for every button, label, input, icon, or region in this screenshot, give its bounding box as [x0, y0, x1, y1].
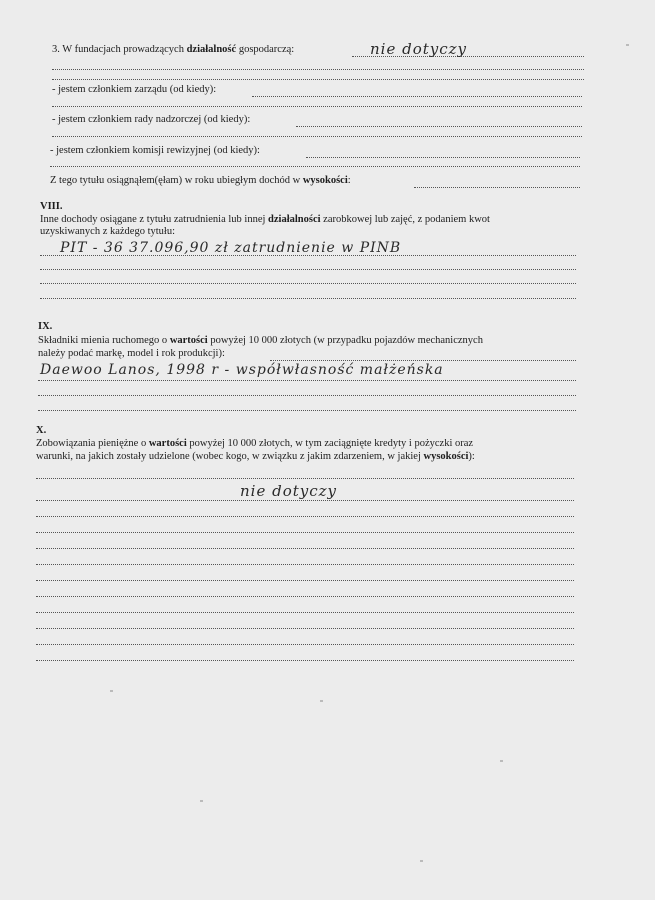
dotted-line — [40, 283, 576, 284]
dotted-line — [296, 126, 582, 127]
dotted-line — [38, 395, 576, 396]
s9-line1 — [38, 335, 483, 347]
dotted-line — [36, 628, 574, 629]
s10-text2: warunki, na jakich zostały udzielone (wobec kogo, w związku z jakim zdarzeniem, w jakiej — [36, 451, 424, 462]
s3-item-board: - jestem członkiem zarządu (od kiedy): — [52, 84, 217, 95]
dotted-line — [40, 298, 576, 299]
dotted-line — [40, 269, 576, 270]
s10-bold: wartości — [148, 438, 187, 449]
s9-line2: należy podać markę, model i rok produkcji): — [38, 348, 225, 359]
dotted-line — [36, 644, 574, 645]
s10-text: Zobowiązania pieniężne o — [36, 438, 149, 449]
s8-text: Inne dochody osiągane z tytułu zatrudnienia lub innej — [40, 214, 269, 225]
dotted-line — [52, 106, 582, 107]
dotted-line — [52, 136, 582, 137]
scan-speck — [420, 860, 423, 862]
section-heading-ix: IX. — [38, 321, 53, 332]
dotted-line — [36, 478, 574, 479]
s10-line2 — [36, 451, 475, 463]
s10-bold2: wysokości — [423, 451, 469, 462]
dotted-line — [36, 580, 574, 581]
dotted-line — [414, 187, 580, 188]
scan-speck — [110, 690, 113, 692]
dotted-line — [36, 612, 574, 613]
section-heading-viii: VIII. — [40, 201, 63, 212]
dotted-line — [52, 79, 584, 80]
s3-item-supervisory: - jestem członkiem rady nadzorczej (od kiedy): — [52, 114, 251, 125]
s3-income-after: : — [347, 175, 351, 186]
s8-text-after: zarobkowej lub zajęć, z podaniem kwot — [320, 214, 490, 225]
scan-speck — [320, 700, 323, 702]
dotted-line — [38, 410, 576, 411]
s3-income-bold: wysokości — [302, 175, 348, 186]
dotted-line — [36, 564, 574, 565]
s8-line2: uzyskiwanych z każdego tytułu: — [40, 226, 176, 237]
dotted-line — [40, 255, 576, 256]
scan-speck — [200, 800, 203, 802]
s9-text-after: powyżej 10 000 złotych (w przypadku pojazdów mechanicznych — [207, 335, 483, 346]
s3-text: 3. W fundacjach prowadzących — [52, 44, 187, 55]
handwritten-answer-s3: nie dotyczy — [370, 40, 468, 58]
s3-bold: działalność — [186, 44, 237, 55]
scan-speck — [626, 44, 629, 46]
dotted-line — [36, 516, 574, 517]
dotted-line — [252, 96, 582, 97]
section-heading-x: X. — [36, 425, 47, 436]
s3-income-text: Z tego tytułu osiągnąłem(ęłam) w roku ubiegłym dochód w — [50, 175, 303, 186]
dotted-line — [36, 500, 574, 501]
s3-text-after: gospodarczą: — [236, 44, 295, 55]
s9-text: Składniki mienia ruchomego o — [38, 335, 170, 346]
dotted-line — [38, 380, 576, 381]
dotted-line — [270, 360, 576, 361]
scan-speck — [500, 760, 503, 762]
dotted-line — [306, 157, 580, 158]
s10-text-after: powyżej 10 000 złotych, w tym zaciągnięte kredyty i pożyczki oraz — [186, 438, 474, 449]
s8-line1 — [40, 214, 490, 226]
dotted-line — [50, 166, 580, 167]
dotted-line — [36, 548, 574, 549]
s10-text2-after: ): — [468, 451, 475, 462]
dotted-line — [52, 69, 584, 70]
s3-label — [52, 44, 294, 56]
dotted-line — [36, 596, 574, 597]
s10-line1 — [36, 438, 473, 450]
dotted-line — [36, 532, 574, 533]
s8-bold: działalności — [268, 214, 321, 225]
handwritten-answer-s10: nie dotyczy — [240, 482, 338, 500]
dotted-line — [36, 660, 574, 661]
handwritten-answer-s8: PIT - 36 37.096,90 zł zatrudnienie w PINB — [60, 240, 402, 256]
s3-income-label — [50, 175, 351, 187]
s9-bold: wartości — [169, 335, 208, 346]
handwritten-answer-s9: Daewoo Lanos, 1998 r - współwłasność małżeńska — [40, 362, 444, 378]
s3-item-audit: - jestem członkiem komisji rewizyjnej (od kiedy): — [50, 145, 260, 156]
